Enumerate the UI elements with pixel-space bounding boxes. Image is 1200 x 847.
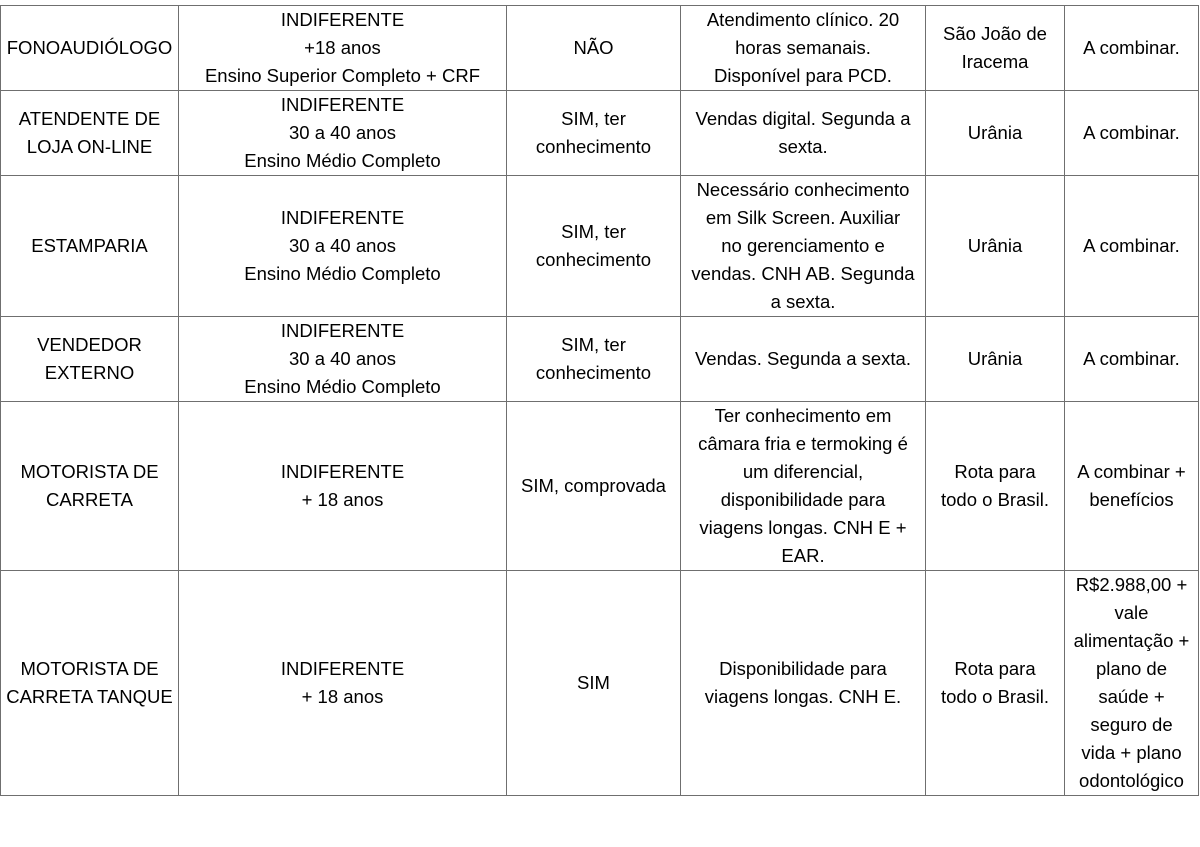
salary-line: saúde +: [1098, 686, 1165, 707]
description-line: Vendas. Segunda a sexta.: [694, 348, 911, 369]
requirements-line: INDIFERENTE: [280, 320, 405, 341]
description-line: EAR.: [781, 545, 825, 566]
experience-cell: [507, 91, 681, 176]
table-row: [1, 6, 1199, 91]
experience-line: SIM, ter: [561, 108, 626, 129]
salary-cell: [1065, 6, 1199, 91]
location-line: Iracema: [961, 51, 1029, 72]
description-line: Vendas digital. Segunda a: [695, 108, 911, 129]
job-title-line: EXTERNO: [44, 362, 135, 383]
requirements-line: + 18 anos: [301, 489, 384, 510]
salary-cell: [1065, 176, 1199, 317]
job-title-line: VENDEDOR: [37, 334, 142, 355]
job-title-line: MOTORISTA DE: [20, 658, 159, 679]
table-row: [1, 402, 1199, 571]
location-cell: [926, 91, 1065, 176]
description-cell: [681, 571, 926, 796]
table-row: [1, 176, 1199, 317]
description-line: viagens longas. CNH E +: [699, 517, 907, 538]
description-line: Ter conhecimento em: [714, 405, 892, 426]
requirements-line: Ensino Superior Completo + CRF: [204, 65, 481, 86]
location-line: Urânia: [967, 348, 1023, 369]
job-title-cell: [1, 91, 179, 176]
description-line: em Silk Screen. Auxiliar: [705, 207, 901, 228]
job-title-cell: [1, 571, 179, 796]
requirements-line: Ensino Médio Completo: [244, 376, 441, 397]
location-line: todo o Brasil.: [941, 489, 1049, 510]
salary-line: R$2.988,00 +: [1075, 574, 1188, 595]
location-line: todo o Brasil.: [941, 686, 1049, 707]
description-cell: [681, 6, 926, 91]
description-line: horas semanais.: [735, 37, 871, 58]
requirements-line: 30 a 40 anos: [289, 348, 396, 369]
location-line: Urânia: [967, 235, 1023, 256]
salary-cell: [1065, 402, 1199, 571]
description-line: Atendimento clínico. 20: [706, 9, 900, 30]
description-line: Necessário conhecimento: [696, 179, 910, 200]
job-title-cell: [1, 317, 179, 402]
experience-line: conhecimento: [535, 249, 652, 270]
table-row: [1, 571, 1199, 796]
experience-cell: [507, 571, 681, 796]
requirements-line: +18 anos: [304, 37, 381, 58]
salary-line: vida + plano: [1081, 742, 1182, 763]
description-line: um diferencial,: [742, 461, 864, 482]
salary-line: odontológico: [1079, 770, 1184, 791]
location-cell: [926, 402, 1065, 571]
job-title-cell: [1, 6, 179, 91]
location-line: Rota para: [954, 461, 1036, 482]
experience-cell: [507, 176, 681, 317]
location-line: Rota para: [954, 658, 1036, 679]
job-title-line: ESTAMPARIA: [31, 235, 148, 256]
experience-line: conhecimento: [535, 136, 652, 157]
location-cell: [926, 6, 1065, 91]
requirements-cell: [179, 176, 507, 317]
experience-line: conhecimento: [535, 362, 652, 383]
description-line: disponibilidade para: [720, 489, 886, 510]
salary-line: vale: [1114, 602, 1149, 623]
salary-line: plano de: [1096, 658, 1167, 679]
location-cell: [926, 176, 1065, 317]
description-cell: [681, 176, 926, 317]
salary-line: alimentação +: [1073, 630, 1190, 651]
salary-cell: [1065, 317, 1199, 402]
requirements-line: 30 a 40 anos: [289, 122, 396, 143]
salary-line: benefícios: [1089, 489, 1174, 510]
location-line: São João de: [943, 23, 1047, 44]
requirements-cell: [179, 317, 507, 402]
requirements-line: INDIFERENTE: [280, 461, 405, 482]
experience-line: SIM: [577, 672, 610, 693]
requirements-line: INDIFERENTE: [280, 207, 405, 228]
experience-line: SIM, ter: [561, 221, 626, 242]
experience-cell: [507, 317, 681, 402]
experience-line: SIM, ter: [561, 334, 626, 355]
location-cell: [926, 571, 1065, 796]
requirements-cell: [179, 571, 507, 796]
salary-line: seguro de: [1090, 714, 1173, 735]
salary-line: A combinar.: [1083, 37, 1180, 58]
description-line: Disponibilidade para: [719, 658, 887, 679]
requirements-cell: [179, 91, 507, 176]
salary-line: A combinar.: [1083, 235, 1180, 256]
salary-line: A combinar.: [1083, 348, 1180, 369]
job-title-line: CARRETA: [45, 489, 134, 510]
job-title-line: FONOAUDIÓLOGO: [6, 37, 173, 58]
salary-cell: [1065, 91, 1199, 176]
description-line: Disponível para PCD.: [714, 65, 892, 86]
experience-line: SIM, comprovada: [521, 475, 666, 496]
table-row: [1, 317, 1199, 402]
requirements-line: Ensino Médio Completo: [244, 150, 441, 171]
description-line: câmara fria e termoking é: [698, 433, 908, 454]
description-line: viagens longas. CNH E.: [704, 686, 902, 707]
job-title-cell: [1, 402, 179, 571]
location-line: Urânia: [967, 122, 1023, 143]
requirements-line: INDIFERENTE: [280, 9, 405, 30]
description-line: no gerenciamento e: [721, 235, 885, 256]
requirements-cell: [179, 402, 507, 571]
requirements-line: INDIFERENTE: [280, 94, 405, 115]
description-cell: [681, 402, 926, 571]
table-row: [1, 91, 1199, 176]
salary-line: A combinar.: [1083, 122, 1180, 143]
job-title-line: MOTORISTA DE: [20, 461, 159, 482]
salary-cell: [1065, 571, 1199, 796]
requirements-line: INDIFERENTE: [280, 658, 405, 679]
job-listings-table: [0, 5, 1199, 796]
description-cell: [681, 91, 926, 176]
job-title-line: CARRETA TANQUE: [6, 686, 173, 707]
requirements-line: 30 a 40 anos: [289, 235, 396, 256]
salary-line: A combinar +: [1077, 461, 1186, 482]
requirements-cell: [179, 6, 507, 91]
requirements-line: + 18 anos: [301, 686, 384, 707]
description-line: a sexta.: [770, 291, 836, 312]
experience-cell: [507, 402, 681, 571]
job-title-line: LOJA ON-LINE: [26, 136, 153, 157]
job-title-cell: [1, 176, 179, 317]
requirements-line: Ensino Médio Completo: [244, 263, 441, 284]
experience-line: NÃO: [573, 37, 614, 58]
description-line: sexta.: [778, 136, 828, 157]
description-line: vendas. CNH AB. Segunda: [691, 263, 915, 284]
experience-cell: [507, 6, 681, 91]
job-title-line: ATENDENTE DE: [18, 108, 161, 129]
description-cell: [681, 317, 926, 402]
location-cell: [926, 317, 1065, 402]
